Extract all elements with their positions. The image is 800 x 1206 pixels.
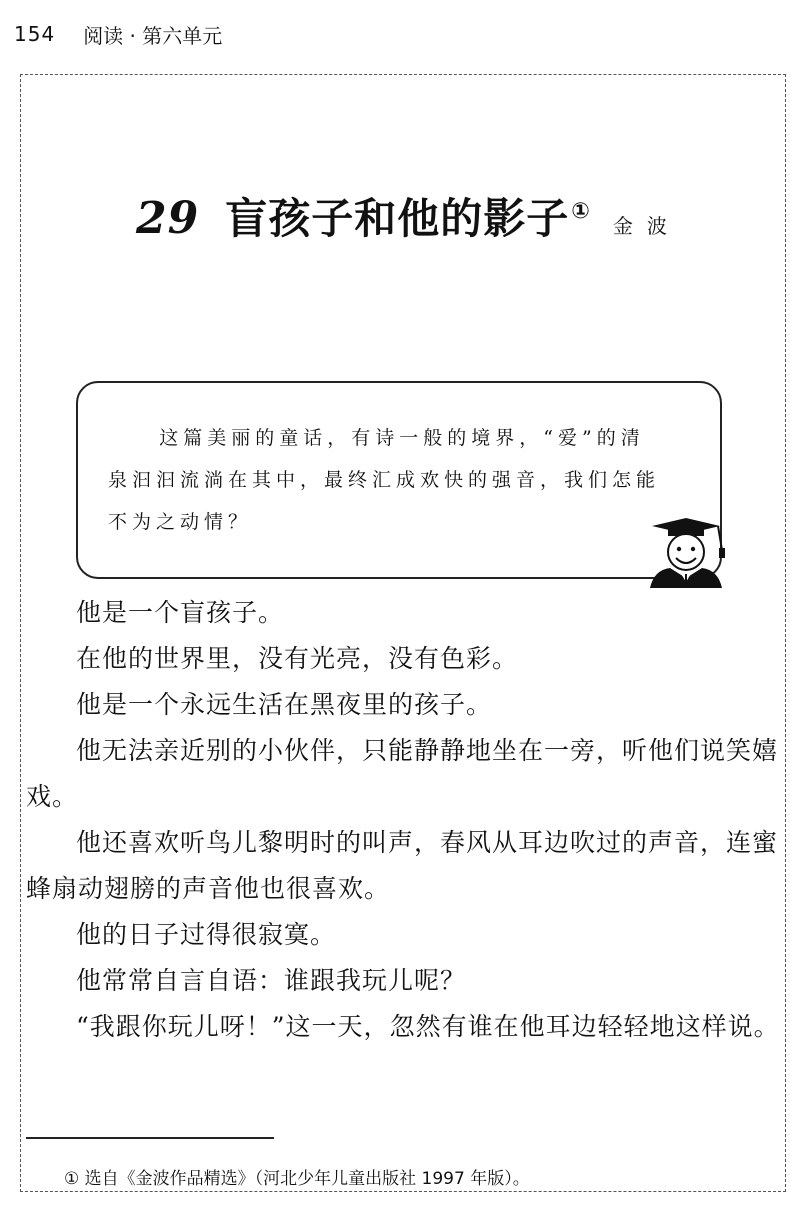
intro-text: 这篇美丽的童话，有诗一般的境界，“爱”的清泉汩汩流淌在其中，最终汇成欢快的强音，我们怎能不为之动情？ xyxy=(108,427,661,533)
section-title: 阅读 · 第六单元 xyxy=(83,23,223,48)
page-header xyxy=(14,14,784,54)
footnote-divider xyxy=(26,1137,274,1139)
footnote-mark: ① xyxy=(571,199,591,224)
intro-box xyxy=(76,381,722,579)
lesson-title xyxy=(136,186,681,246)
paragraph: 他是一个盲孩子。 xyxy=(76,598,285,627)
lesson-title-text xyxy=(225,186,591,246)
lesson-number: 29 xyxy=(136,193,200,244)
paragraph: 他的日子过得很寂寞。 xyxy=(76,920,337,949)
footnote: ① 选自《金波作品精选》（河北少年儿童出版社 1997 年版）。 xyxy=(64,1169,530,1189)
paragraph: 他是一个永远生活在黑夜里的孩子。 xyxy=(76,690,493,719)
paragraph: 他无法亲近别的小伙伴，只能静静地坐在一旁，听他们说笑嬉戏。 xyxy=(26,736,779,811)
paragraph: 他还喜欢听鸟儿黎明时的叫声，春风从耳边吹过的声音，连蜜蜂扇动翅膀的声音他也很喜欢。 xyxy=(26,828,779,903)
graduate-cartoon-icon xyxy=(640,516,728,588)
author-name: 金波 xyxy=(612,214,681,238)
lesson-title-label: 盲孩子和他的影子 xyxy=(225,194,570,243)
story-body xyxy=(26,590,784,1050)
paragraph: 他常常自言自语：谁跟我玩儿呢？ xyxy=(76,966,467,995)
page-number: 154 xyxy=(14,22,56,46)
paragraph: 在他的世界里，没有光亮，没有色彩。 xyxy=(76,644,519,673)
paragraph: “我跟你玩儿呀！”这一天，忽然有谁在他耳边轻轻地这样说。 xyxy=(76,1012,780,1041)
